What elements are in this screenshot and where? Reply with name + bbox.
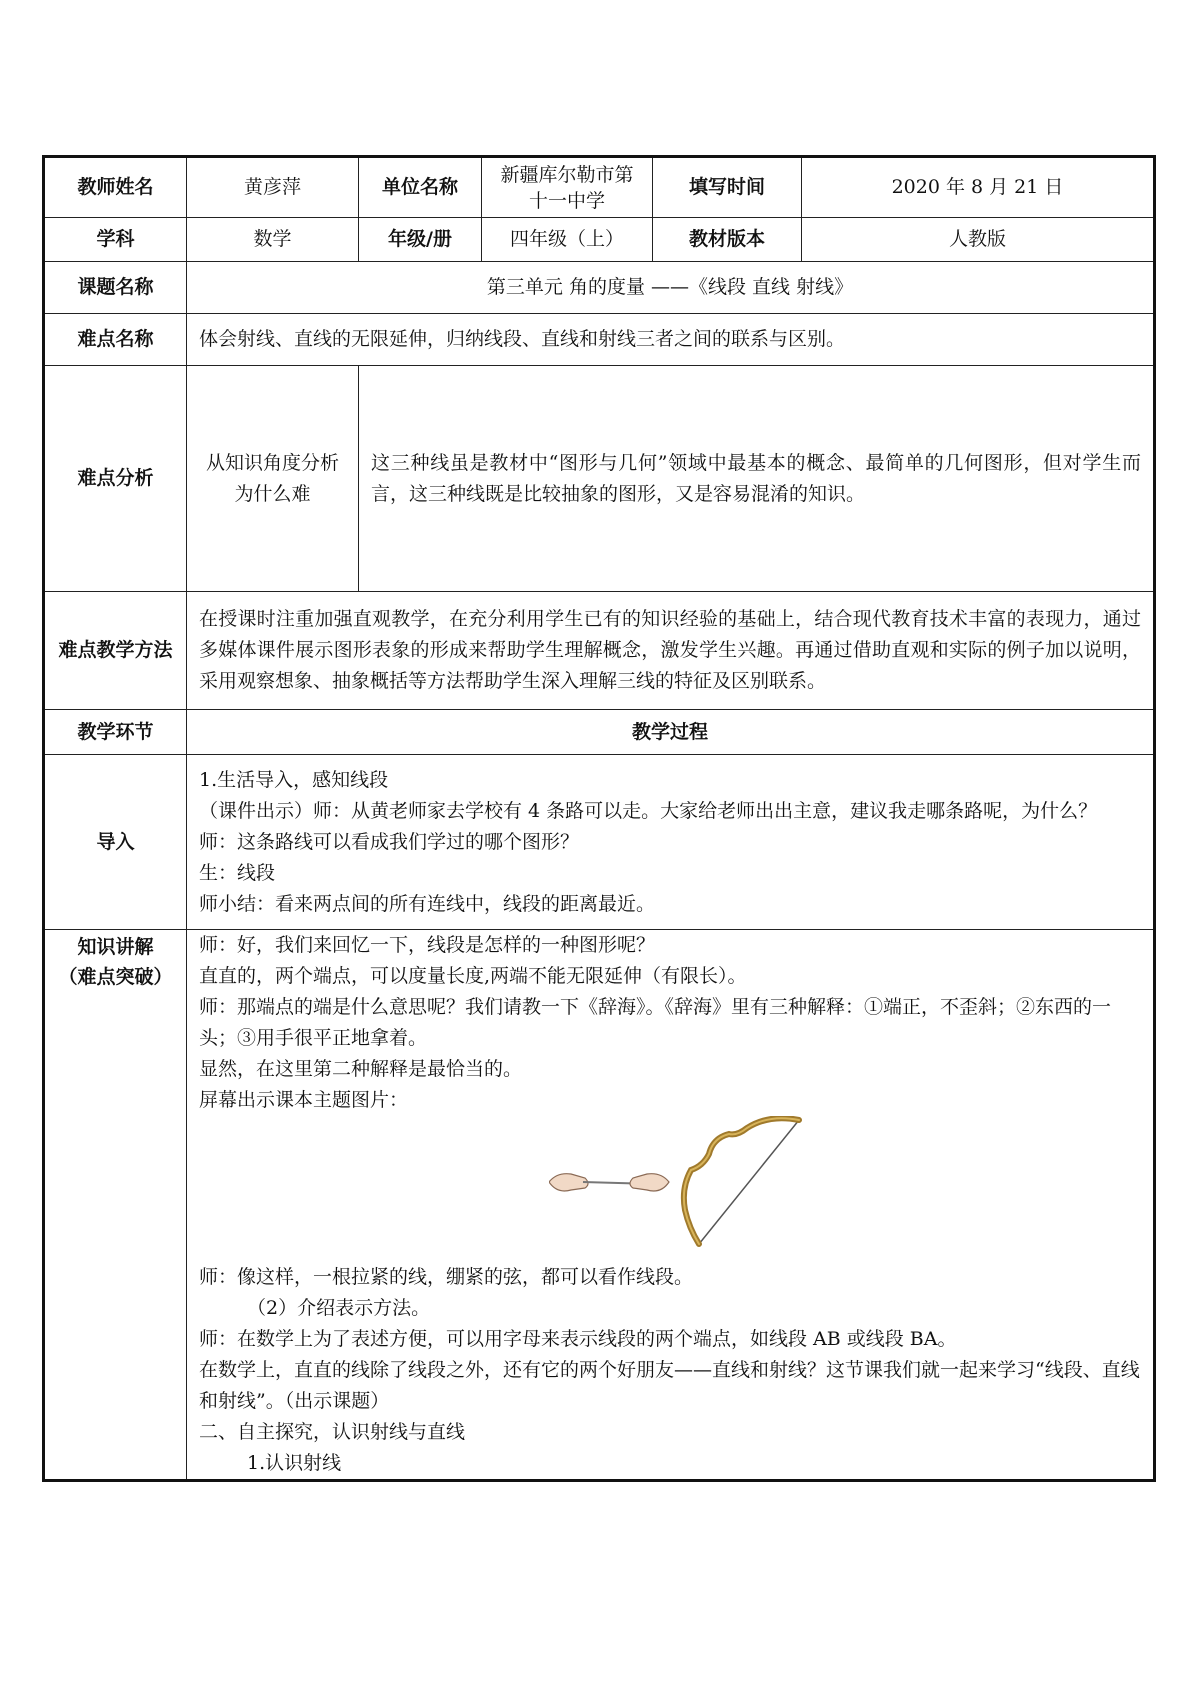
teaching-method-text: 在授课时注重加强直观教学，在充分利用学生已有的知识经验的基础上，结合现代教育技术丰富的表现力，通过多媒体课件展示图形表象的形成来帮助学生理解概念，激发学生兴趣。再通过借助直观和实际的例子加以说明，采用观察想象、抽象概括等方法帮助学生深入理解三线的特征及区别联系。 xyxy=(187,592,1155,710)
grade-value: 四年级（上） xyxy=(482,218,653,262)
textbook-figure xyxy=(199,1116,1141,1262)
analysis-subheading-line-2: 为什么难 xyxy=(234,482,311,505)
knowledge-content xyxy=(187,930,1155,1481)
lesson-plan-table xyxy=(42,155,1156,1482)
knowledge-line: 1.认识射线 xyxy=(247,1452,342,1474)
bow-icon xyxy=(684,1118,799,1244)
teacher-name-value: 黄彦萍 xyxy=(187,157,359,218)
knowledge-label-line-2: （难点突破） xyxy=(58,966,173,988)
intro-line: （课件出示）师：从黄老师家去学校有 4 条路可以走。大家给老师出出主意，建议我走哪条路呢，为什么？ xyxy=(199,799,1098,822)
knowledge-line: （2）介绍表示方法。 xyxy=(247,1297,431,1319)
fill-date-value: 2020 年 8 月 21 日 xyxy=(802,157,1155,218)
subject-label: 学科 xyxy=(44,218,187,262)
process-header-row xyxy=(44,710,1155,755)
teaching-stage-label: 教学环节 xyxy=(44,710,187,755)
topic-row xyxy=(44,262,1155,314)
difficulty-name-value: 体会射线、直线的无限延伸，归纳线段、直线和射线三者之间的联系与区别。 xyxy=(187,314,1155,366)
intro-line: 师：这条路线可以看成我们学过的哪个图形？ xyxy=(199,830,580,853)
knowledge-line: 师：像这样，一根拉紧的线，绷紧的弦，都可以看作线段。 xyxy=(199,1266,694,1288)
figure-illustration xyxy=(549,1116,829,1256)
topic-value: 第三单元 角的度量 ——《线段 直线 射线》 xyxy=(187,262,1155,314)
knowledge-line: 在数学上，直直的线除了线段之外，还有它的两个好朋友——直线和射线？这节课我们就一起来学习“线段、直线和射线”。（出示课题） xyxy=(199,1359,1140,1412)
header-row-2 xyxy=(44,218,1155,262)
knowledge-label-line-1: 知识讲解 xyxy=(77,936,154,958)
unit-name-label: 单位名称 xyxy=(359,157,482,218)
knowledge-line: 师：那端点的端是什么意思呢？我们请教一下《辞海》。《辞海》里有三种解释：①端正，不歪斜；②东西的一头；③用手很平正地拿着。 xyxy=(199,996,1112,1049)
knowledge-line: 显然，在这里第二种解释是最恰当的。 xyxy=(199,1058,523,1080)
intro-content xyxy=(187,755,1155,930)
knowledge-line: 师：好，我们来回忆一下，线段是怎样的一种图形呢？ xyxy=(199,934,656,956)
unit-name-line-1: 新疆库尔勒市第 xyxy=(500,163,634,186)
unit-name-line-2: 十一中学 xyxy=(528,189,605,212)
fill-date-label: 填写时间 xyxy=(653,157,802,218)
grade-label: 年级/册 xyxy=(359,218,482,262)
lesson-plan-sheet xyxy=(42,155,1153,1482)
teaching-method-label: 难点教学方法 xyxy=(44,592,187,710)
subject-value: 数学 xyxy=(187,218,359,262)
knowledge-row xyxy=(44,930,1155,1481)
difficulty-analysis-row xyxy=(44,366,1155,592)
knowledge-label xyxy=(44,930,187,1481)
difficulty-name-label: 难点名称 xyxy=(44,314,187,366)
unit-name-value xyxy=(482,157,653,218)
intro-line: 1.生活导入，感知线段 xyxy=(199,768,389,791)
teacher-name-label: 教师姓名 xyxy=(44,157,187,218)
knowledge-line: 屏幕出示课本主题图片： xyxy=(199,1089,409,1111)
header-row-1 xyxy=(44,157,1155,218)
edition-label: 教材版本 xyxy=(653,218,802,262)
difficulty-analysis-label: 难点分析 xyxy=(44,366,187,592)
knowledge-line: 二、自主探究，认识射线与直线 xyxy=(199,1421,466,1443)
hands-holding-string-icon xyxy=(549,1174,669,1191)
knowledge-line: 直直的，两个端点，可以度量长度,两端不能无限延伸（有限长）。 xyxy=(199,965,747,987)
intro-row xyxy=(44,755,1155,930)
difficulty-analysis-text: 这三种线虽是教材中“图形与几何”领域中最基本的概念、最简单的几何图形，但对学生而言，这三种线既是比较抽象的图形，又是容易混淆的知识。 xyxy=(359,366,1155,592)
teaching-method-row xyxy=(44,592,1155,710)
teaching-process-label: 教学过程 xyxy=(187,710,1155,755)
topic-label: 课题名称 xyxy=(44,262,187,314)
analysis-subheading-line-1: 从知识角度分析 xyxy=(205,451,339,474)
intro-line: 师小结：看来两点间的所有连线中，线段的距离最近。 xyxy=(199,892,656,915)
edition-value: 人教版 xyxy=(802,218,1155,262)
difficulty-name-row xyxy=(44,314,1155,366)
intro-label: 导入 xyxy=(44,755,187,930)
knowledge-line: 师：在数学上为了表述方便，可以用字母来表示线段的两个端点，如线段 AB 或线段 BA。 xyxy=(199,1328,957,1350)
intro-line: 生：线段 xyxy=(199,861,276,884)
analysis-subheading xyxy=(187,366,359,592)
